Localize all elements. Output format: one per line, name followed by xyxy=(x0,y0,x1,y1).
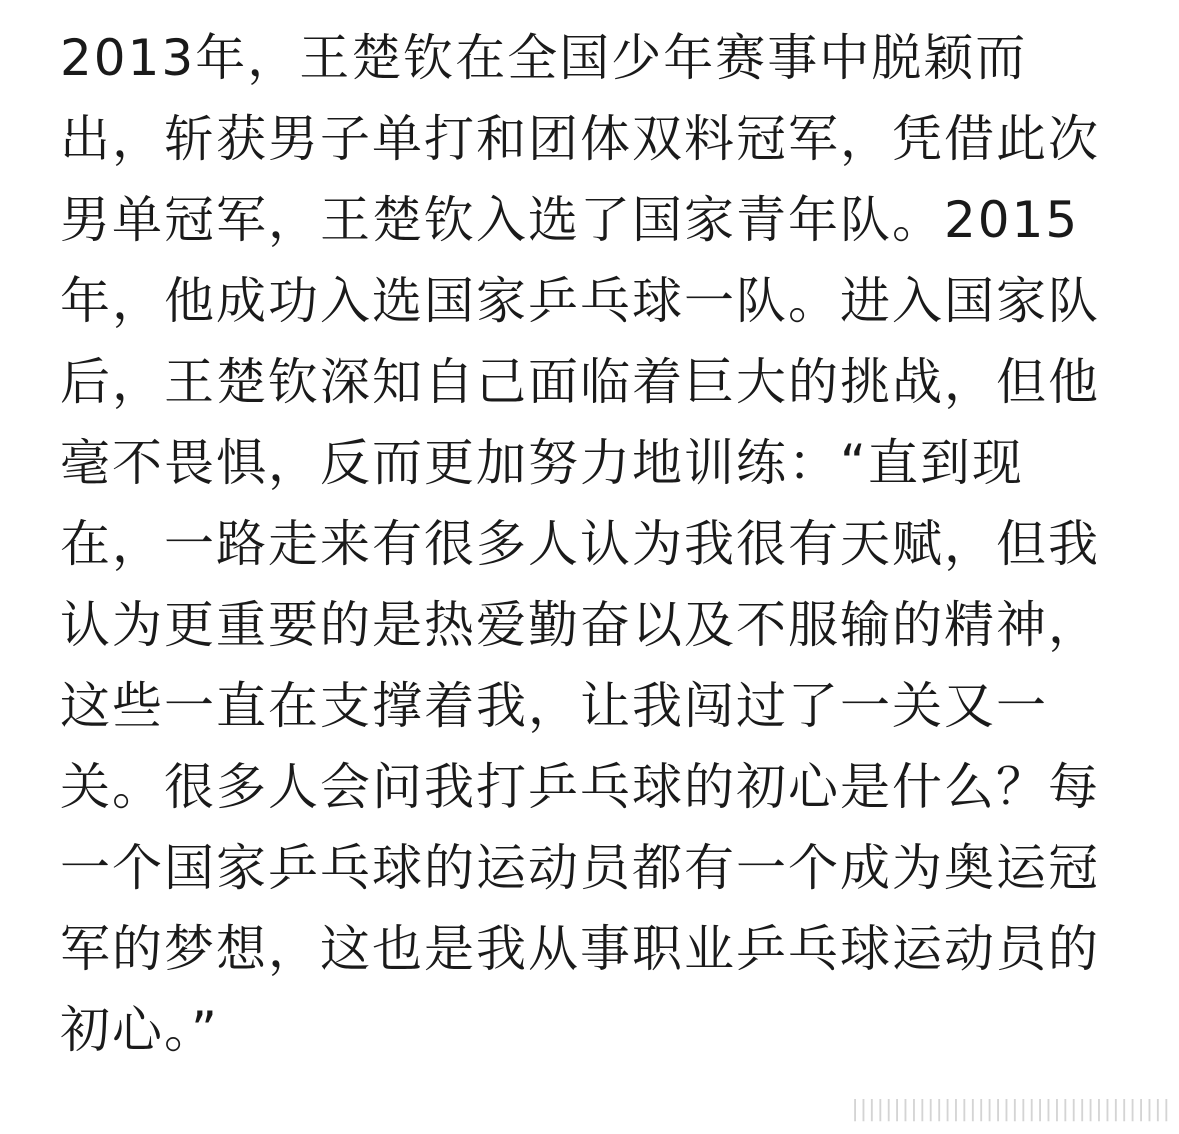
text-line-4: 年，他成功入选国家乒乓球一队。进入国家队 xyxy=(60,272,1100,330)
text-line-11: 一个国家乒乓球的运动员都有一个成为奥运冠 xyxy=(60,839,1100,897)
text-line-10: 关。很多人会问我打乒乓球的初心是什么？每 xyxy=(60,758,1100,816)
text-line-13: 初心。” xyxy=(60,1001,219,1059)
watermark: |||||||||||||||||||||||||||||||||||||| xyxy=(851,1097,1171,1122)
text-line-12: 军的梦想，这也是我从事职业乒乓球运动员的 xyxy=(60,920,1100,978)
text-line-7: 在，一路走来有很多人认为我很有天赋，但我 xyxy=(60,515,1100,573)
text-line-9: 这些一直在支撑着我，让我闯过了一关又一 xyxy=(60,677,1048,735)
text-line-6: 毫不畏惧，反而更加努力地训练：“直到现 xyxy=(60,434,1024,492)
text-line-2: 出，斩获男子单打和团体双料冠军，凭借此次 xyxy=(60,110,1100,168)
text-line-1: 2013年，王楚钦在全国少年赛事中脱颖而 xyxy=(60,29,1028,87)
text-line-8: 认为更重要的是热爱勤奋以及不服输的精神， xyxy=(60,596,1100,654)
text-line-5: 后，王楚钦深知自己面临着巨大的挑战，但他 xyxy=(60,353,1100,411)
article-body xyxy=(60,18,1120,1071)
text-line-3: 男单冠军，王楚钦入选了国家青年队。2015 xyxy=(60,191,1080,249)
